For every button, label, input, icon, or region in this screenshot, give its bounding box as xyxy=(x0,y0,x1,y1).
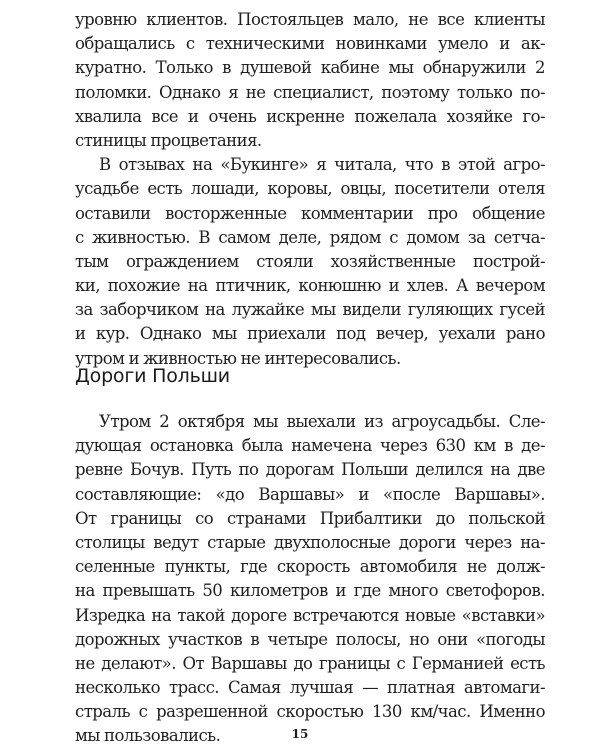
text-line: несколько трасс. Самая лучшая — платная автомаги- xyxy=(75,678,545,698)
text-line: с живностью. В самом деле, рядом с домом за сетча- xyxy=(75,227,545,247)
paragraph-group-roads xyxy=(75,410,545,749)
text-line: дорожных участков в четыре полосы, но они «погоды xyxy=(75,629,545,649)
text-line: ревне Бочув. Путь по дорогам Польши делился на две xyxy=(75,460,545,480)
text-line: От границы со странами Прибалтики до польской xyxy=(75,508,545,528)
page-number: 15 xyxy=(291,727,309,741)
text-line: В отзывах на «Букинге» я читала, что в этой агро- xyxy=(99,155,545,175)
text-line: куратно. Только в душевой кабине мы обнаружили 2 xyxy=(75,58,545,78)
text-line: дующая остановка была намечена через 630 км в де- xyxy=(75,436,545,456)
text-line: стиницы процветания. xyxy=(75,130,262,150)
text-line: на превышать 50 километров и где много светофоров. xyxy=(75,581,545,601)
text-line: усадьбе есть лошади, коровы, овцы, посетители отеля xyxy=(75,179,545,199)
text-line: оставили восторженные комментарии про общение xyxy=(75,203,545,223)
text-line: утром и живностью не интересовались. xyxy=(75,348,401,368)
text-line: составляющие: «до Варшавы» и «после Варшавы». xyxy=(75,484,545,504)
text-line: мы пользовались. xyxy=(75,726,221,746)
text-line: страль с разрешенной скоростью 130 км/час. Именно xyxy=(75,702,545,722)
text-line: Утром 2 октября мы выехали из агроусадьбы. Сле- xyxy=(99,412,545,431)
text-line: селенные пункты, где скорость автомобиля не долж- xyxy=(75,557,545,577)
text-line: обращались с техническими новинками умело и ак- xyxy=(75,34,545,54)
text-line: Изредка на такой дороге встречаются новые «вставки» xyxy=(75,605,545,625)
text-line: тым ограждением стояли хозяйственные построй- xyxy=(75,251,545,271)
section-heading: Дороги Польши xyxy=(75,365,230,387)
text-line: уровню клиентов. Постояльцев мало, не все клиенты xyxy=(75,10,545,29)
text-line: не делают». От Варшавы до границы с Германией есть xyxy=(75,653,545,673)
paragraph-group-hotel xyxy=(75,8,545,371)
text-line: за заборчиком на лужайке мы видели гуляющих гусей xyxy=(75,300,545,320)
text-line: и кур. Однако мы приехали под вечер, уехали рано xyxy=(75,324,545,344)
text-line: ки, похожие на птичник, конюшню и хлев. А вечером xyxy=(75,276,545,296)
text-line: хвалила все и очень искренне пожелала хозяйке го- xyxy=(75,106,545,126)
text-line: столицы ведут старые двухполосные дороги через на- xyxy=(75,532,545,552)
text-line: поломки. Однако я не специалист, поэтому только по- xyxy=(75,82,545,102)
